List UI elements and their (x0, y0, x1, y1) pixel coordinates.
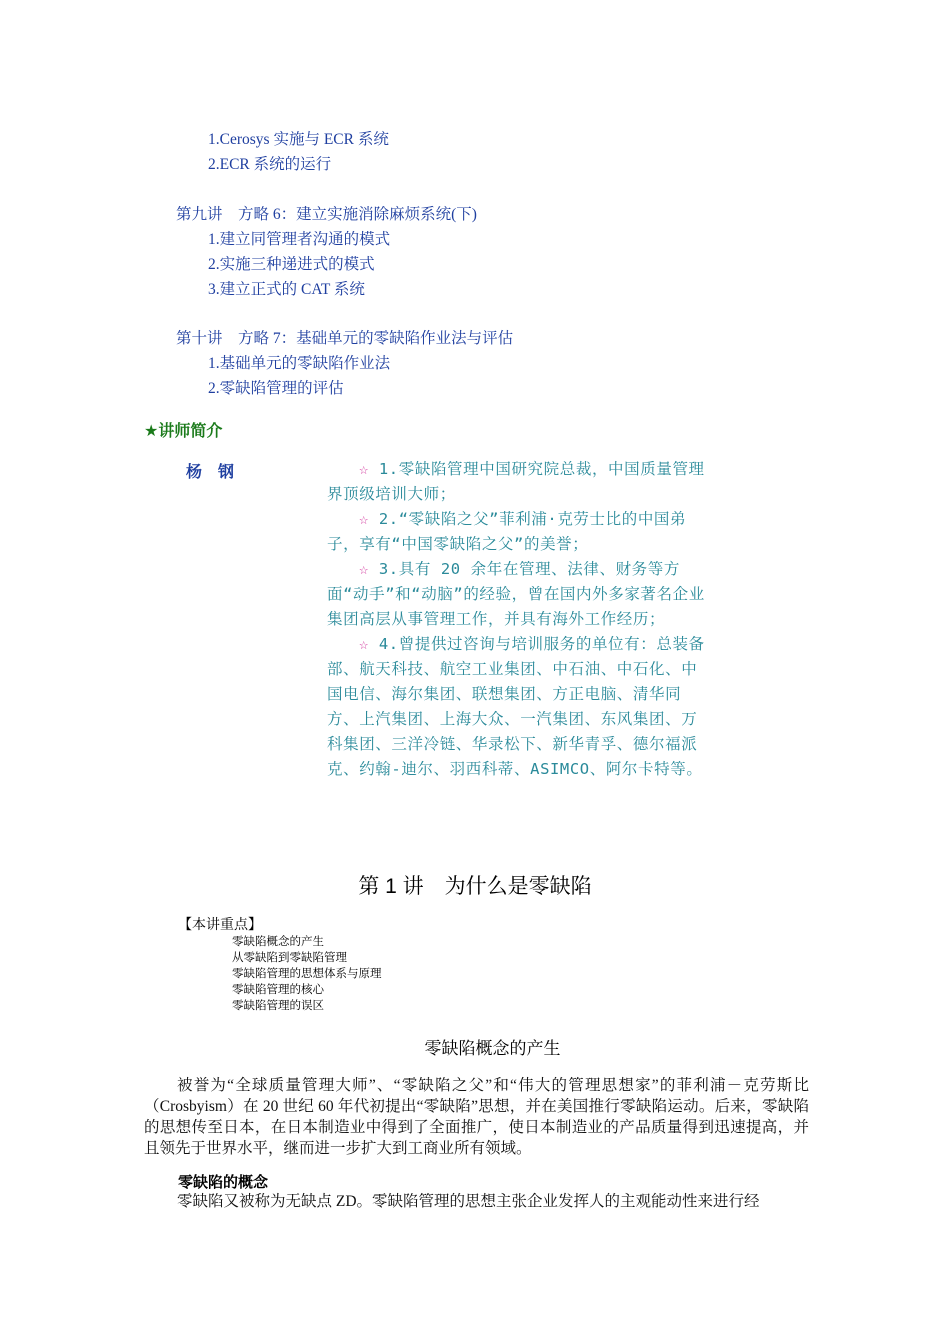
lecture10-item-1: 1.基础单元的零缺陷作业法 (208, 355, 391, 372)
bio-item-2: ☆ 2.“零缺陷之父”菲利浦·克劳士比的中国弟子，享有“中国零缺陷之父”的美誉； (327, 510, 687, 553)
lecture10-title: 第十讲 方略 7：基础单元的零缺陷作业法与评估 (176, 330, 514, 347)
bio-item-4: ☆ 4.曾提供过咨询与培训服务的单位有：总装备部、航天科技、航空工业集团、中石油、中石化、中国电信、海尔集团、联想集团、方正电脑、清华同方、上汽集团、上海大众、一汽集团、东风集团、万科集团、三洋冷链、华录松下、新华青孚、德尔福派克、约翰-迪尔、羽西科蒂、ASIMCO、阿尔卡特等。 (327, 635, 705, 778)
key-point-4: 零缺陷管理的核心 (232, 984, 324, 996)
lecture9-item-1: 1.建立同管理者沟通的模式 (208, 231, 391, 248)
intro-paragraph: 被誉为“全球质量管理大师”、“零缺陷之父”和“伟大的管理思想家”的菲利浦－克劳斯比（Crosbyism）在 20 世纪 60 年代初提出“零缺陷”思想，并在美国推行零缺陷运动。后来，零缺陷的思想传至日本，在日本制造业中得到了全面推广，使日本制造业的产品质量得到迅速提高，并且领先于世界水平，继而进一步扩大到工商业所有领域。 (144, 1077, 809, 1157)
key-point-2: 从零缺陷到零缺陷管理 (232, 952, 347, 964)
lecture10-item-2: 2.零缺陷管理的评估 (208, 380, 344, 397)
key-point-1: 零缺陷概念的产生 (232, 936, 324, 948)
star-outline-icon: ☆ (359, 510, 369, 528)
bio-item-1: ☆ 1.零缺陷管理中国研究院总裁，中国质量管理界顶级培训大师； (327, 460, 705, 503)
instructor-heading: ★讲师简介 (144, 423, 223, 440)
star-outline-icon: ☆ (359, 560, 369, 578)
bio-item-3: ☆ 3.具有 20 余年在管理、法律、财务等方面“动手”和“动脑”的经验，曾在国内外多家著名企业集团高层从事管理工作，并具有海外工作经历； (327, 560, 705, 628)
instructor-bio (327, 457, 707, 782)
section-title: 零缺陷概念的产生 (424, 1039, 561, 1058)
star-outline-icon: ☆ (359, 460, 369, 478)
lecture9-item-3: 3.建立正式的 CAT 系统 (208, 281, 365, 298)
lecture8-item-1: 1.Cerosys 实施与 ECR 系统 (208, 131, 389, 148)
instructor-name: 杨 钢 (186, 464, 235, 481)
star-outline-icon: ☆ (359, 635, 369, 653)
lecture9-title: 第九讲 方略 6：建立实施消除麻烦系统(下) (176, 206, 477, 223)
lecture9-item-2: 2.实施三种递进式的模式 (208, 256, 375, 273)
key-point-3: 零缺陷管理的思想体系与原理 (232, 968, 382, 980)
key-point-5: 零缺陷管理的误区 (232, 1000, 324, 1012)
lecture8-item-2: 2.ECR 系统的运行 (208, 156, 332, 173)
subsection-title: 零缺陷的概念 (178, 1174, 269, 1191)
sub-paragraph: 零缺陷又被称为无缺点 ZD。零缺陷管理的思想主张企业发挥人的主观能动性来进行经 (177, 1193, 760, 1210)
key-points-heading: 【本讲重点】 (178, 916, 262, 932)
lecture1-title: 第 1 讲 为什么是零缺陷 (358, 875, 592, 898)
